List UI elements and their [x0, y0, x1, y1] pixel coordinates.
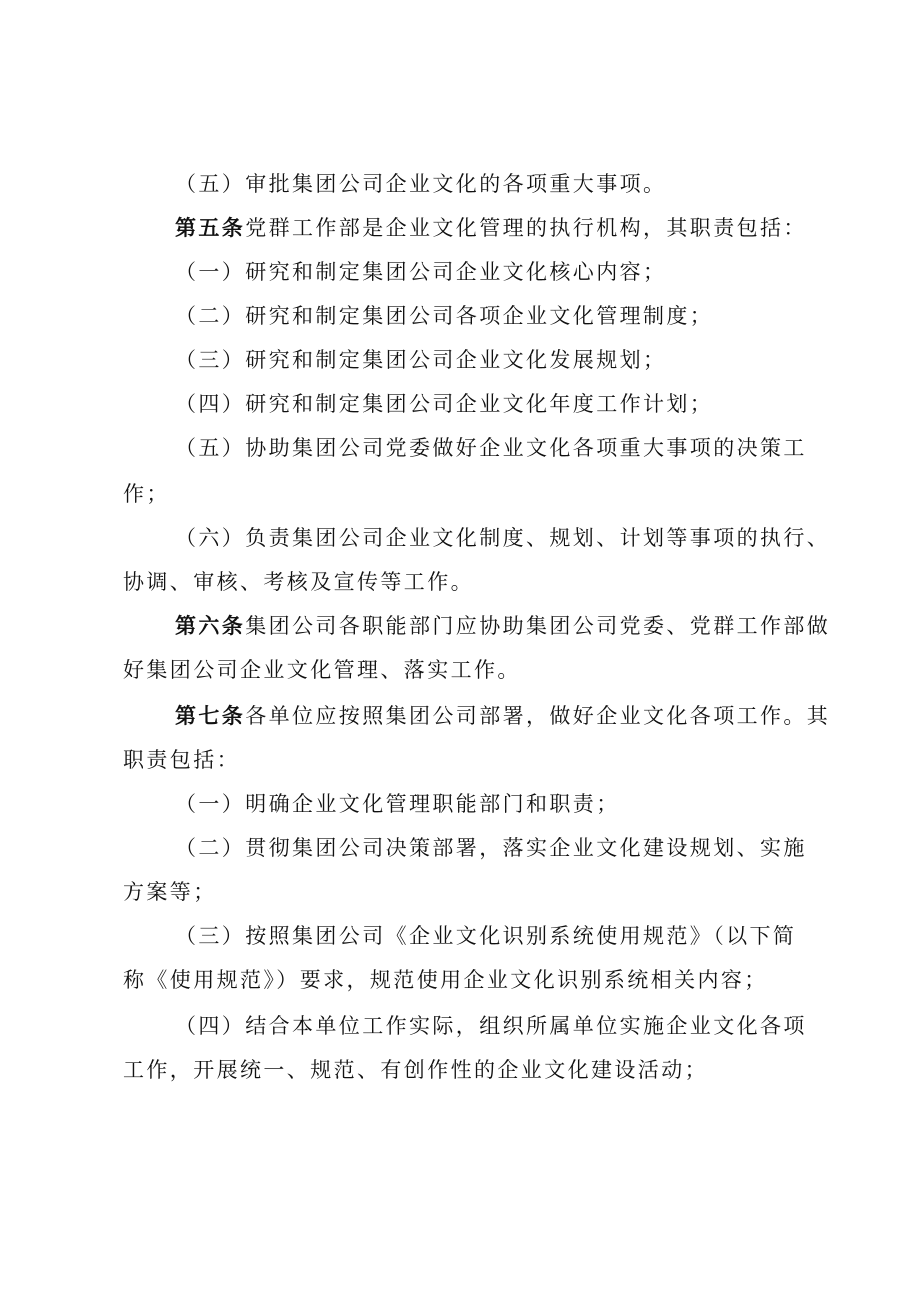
text-line [0, 1004, 920, 1048]
article-number: 第五条 [175, 215, 246, 240]
text-line [0, 738, 920, 782]
text-line [0, 516, 920, 560]
text-line [0, 338, 920, 382]
line-text: 称《使用规范》）要求，规范使用企业文化识别系统相关内容； [123, 968, 768, 992]
text-line [0, 648, 920, 692]
article-heading-line [0, 694, 920, 738]
line-text: （六）负责集团公司企业文化制度、规划、计划等事项的执行、 [175, 526, 831, 550]
line-text: 职责包括： [123, 748, 240, 772]
line-text: （四）研究和制定集团公司企业文化年度工作计划； [175, 392, 714, 416]
line-text: （一）研究和制定集团公司企业文化核心内容； [175, 260, 667, 284]
line-text: 集团公司各职能部门应协助集团公司党委、党群工作部做 [245, 614, 831, 638]
line-text: 党群工作部是企业文化管理的执行机构，其职责包括： [245, 216, 807, 240]
text-line [0, 826, 920, 870]
line-text: 工作，开展统一、规范、有创作性的企业文化建设活动； [123, 1058, 708, 1082]
line-text: 各单位应按照集团公司部署，做好企业文化各项工作。其 [245, 704, 831, 728]
line-text: （五）协助集团公司党委做好企业文化各项重大事项的决策工 [175, 436, 807, 460]
line-text: （三）研究和制定集团公司企业文化发展规划； [175, 348, 667, 372]
line-text: （二）研究和制定集团公司各项企业文化管理制度； [175, 304, 714, 328]
line-text: 方案等； [123, 880, 217, 904]
article-number: 第七条 [175, 703, 246, 728]
text-line [0, 560, 920, 604]
line-text: （五）审批集团公司企业文化的各项重大事项。 [175, 172, 667, 196]
text-line [0, 870, 920, 914]
line-text: 作； [123, 482, 170, 506]
text-line [0, 162, 920, 206]
article-number: 第六条 [175, 613, 246, 638]
line-text: 好集团公司企业文化管理、落实工作。 [123, 658, 521, 682]
text-line [0, 472, 920, 516]
line-text: （一）明确企业文化管理职能部门和职责； [175, 792, 620, 816]
text-line [0, 294, 920, 338]
article-heading-line [0, 604, 920, 648]
text-line [0, 958, 920, 1002]
line-text: （三）按照集团公司《企业文化识别系统使用规范》（以下简 [175, 924, 797, 948]
text-line [0, 426, 920, 470]
line-text: （二）贯彻集团公司决策部署，落实企业文化建设规划、实施 [175, 836, 807, 860]
text-line [0, 914, 920, 958]
text-line [0, 382, 920, 426]
line-text: （四）结合本单位工作实际，组织所属单位实施企业文化各项 [175, 1014, 807, 1038]
text-line [0, 1048, 920, 1092]
text-line [0, 250, 920, 294]
text-line [0, 782, 920, 826]
article-heading-line [0, 206, 920, 250]
line-text: 协调、审核、考核及宣传等工作。 [123, 570, 474, 594]
